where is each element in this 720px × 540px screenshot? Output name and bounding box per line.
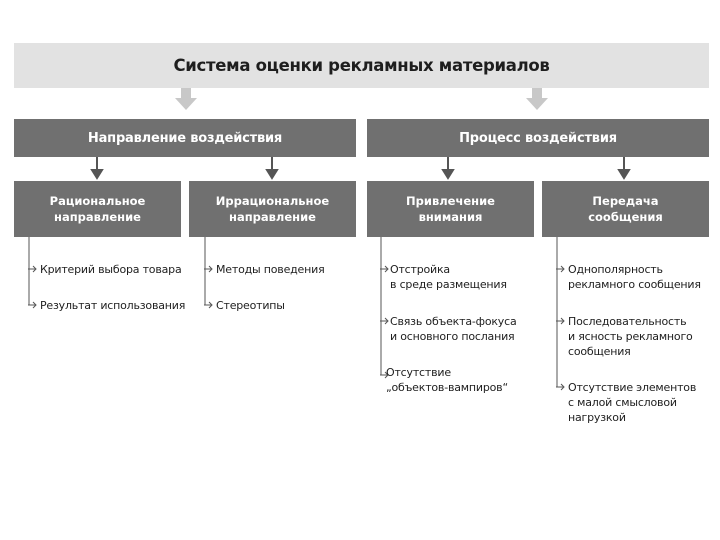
list-item: Результат использования <box>40 299 186 312</box>
arrow-cat1-sub1 <box>92 170 102 178</box>
bullet-arrow-icon <box>28 265 37 273</box>
category-box-direction: Направление воздействия <box>14 119 356 157</box>
bullet-arrow-icon <box>380 317 389 325</box>
arrow-cat1-sub2 <box>267 170 277 178</box>
bullet-arrow-icon <box>556 265 565 273</box>
sub-box-irrational: Иррациональное направление <box>189 181 356 237</box>
list-item: Связь объекта-фокуса и основного послания <box>390 315 517 343</box>
bullet-arrow-icon <box>380 265 389 273</box>
list-item: Критерий выбора товара <box>40 263 182 276</box>
list-item: Методы поведения <box>216 263 325 276</box>
category-box-process: Процесс воздействия <box>367 119 709 157</box>
bullet-arrow-icon <box>556 317 565 325</box>
arrow-title-to-category-2 <box>526 88 548 110</box>
sub-box-rational: Рациональное направление <box>14 181 181 237</box>
list-item: Отстройка в среде размещения <box>390 263 507 291</box>
list-item: Однополярность рекламного сообщения <box>568 263 701 291</box>
sub-box-attention: Привлечение внимания <box>367 181 534 237</box>
diagram-title: Система оценки рекламных материалов <box>14 43 709 88</box>
bullet-arrow-icon <box>204 301 213 309</box>
bullet-arrow-icon <box>28 301 37 309</box>
list-item: Стереотипы <box>216 299 285 312</box>
arrow-title-to-category-1 <box>175 88 197 110</box>
bullet-arrow-icon <box>556 383 565 391</box>
arrow-cat2-sub2 <box>619 170 629 178</box>
bullet-arrow-icon <box>204 265 213 273</box>
sub-box-message: Передача сообщения <box>542 181 709 237</box>
arrow-cat2-sub1 <box>443 170 453 178</box>
list-item: Последовательность и ясность рекламного сообщения <box>568 315 693 358</box>
list-item: Отсутствие „объектов-вампиров“ <box>386 366 508 394</box>
list-item: Отсутствие элементов с малой смысловой нагрузкой <box>568 381 697 424</box>
